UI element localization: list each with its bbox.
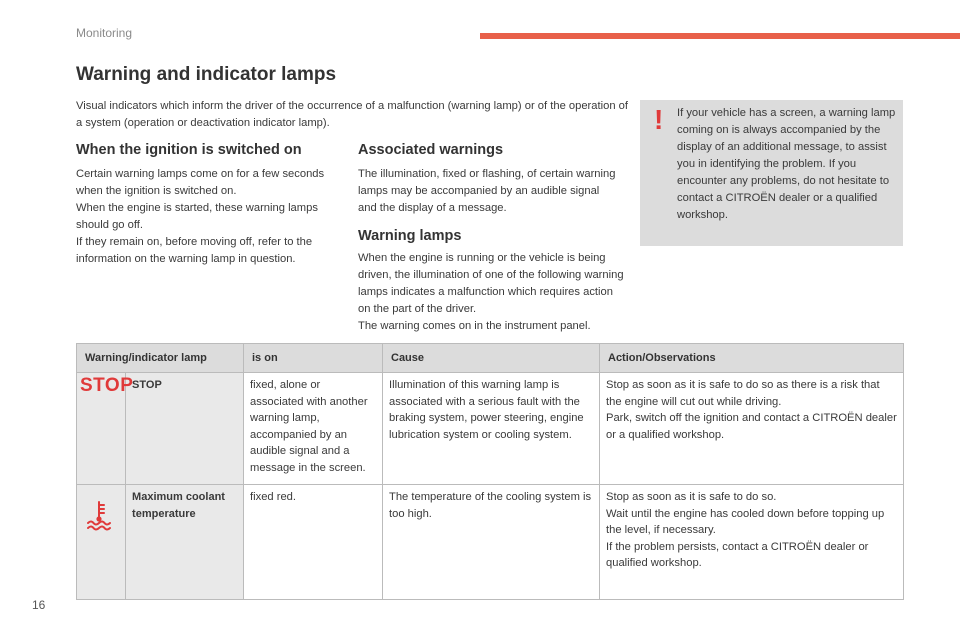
ignition-text xyxy=(76,166,344,268)
page-number: 16 xyxy=(32,598,46,612)
lamp-icon-cell xyxy=(77,485,126,600)
info-note-box xyxy=(640,100,903,246)
action-line: Park, switch off the ignition and contact a CITROËN dealer or a qualified workshop. xyxy=(606,412,897,441)
intro-paragraph: Visual indicators which inform the driver of the occurrence of a malfunction (warning lamp) or of the operation of a system (operation or deactivation indicator lamp). xyxy=(76,100,628,129)
coolant-temperature-icon xyxy=(85,499,113,533)
ignition-line: When the engine is started, these warning lamps should go off. xyxy=(76,202,318,231)
info-note-text: If your vehicle has a screen, a warning lamp coming on is always accompanied by the display of an additional message, to assist you in identifying the problem. If you encounter any problems, do not hesitate to contact a CITROËN dealer or a qualified workshop. xyxy=(677,107,896,221)
column-header-lamp: Warning/indicator lamp xyxy=(77,344,244,373)
table-row xyxy=(77,485,904,600)
action-line: Wait until the engine has cooled down before topping up the level, if necessary. xyxy=(606,507,885,536)
associated-warnings-heading: Associated warnings xyxy=(358,142,504,158)
stop-icon: STOP xyxy=(80,375,134,396)
lamp-is-on: fixed red. xyxy=(244,485,383,600)
column-header-cause: Cause xyxy=(383,344,600,373)
page-title: Warning and indicator lamps xyxy=(76,64,337,85)
action-line: If the problem persists, contact a CITROËN dealer or qualified workshop. xyxy=(606,540,869,569)
warning-lamps-line: When the engine is running or the vehicle is being driven, the illumination of one of the following warning lamps indicates a malfunction which requires action on the part of the driver. xyxy=(358,252,624,315)
header-accent-bar xyxy=(480,33,960,39)
action-line: Stop as soon as it is safe to do so as there is a risk that the engine will cut out while driving. xyxy=(606,379,880,408)
lamp-is-on: fixed, alone or associated with another warning lamp, accompanied by an audible signal and a message in the screen. xyxy=(244,373,383,485)
section-label: Monitoring xyxy=(76,26,133,40)
ignition-line: If they remain on, before moving off, refer to the information on the warning lamp in question. xyxy=(76,236,313,265)
lamp-icon-cell xyxy=(77,373,134,485)
lamp-action xyxy=(600,485,904,600)
warning-lamps-line: The warning comes on in the instrument panel. xyxy=(358,320,591,332)
exclamation-icon: ! xyxy=(654,104,664,135)
column-header-action: Action/Observations xyxy=(600,344,904,373)
ignition-heading: When the ignition is switched on xyxy=(76,142,302,158)
table-header-row xyxy=(77,344,904,373)
lamp-cause: The temperature of the cooling system is too high. xyxy=(383,485,600,600)
lamp-cause: Illumination of this warning lamp is associated with a serious fault with the braking system, power steering, engine lubrication system or cooling system. xyxy=(383,373,600,485)
table-row xyxy=(77,373,904,485)
warning-lamps-table xyxy=(76,343,904,600)
associated-warnings-text: The illumination, fixed or flashing, of certain warning lamps may be accompanied by an audible signal and the display of a message. xyxy=(358,168,616,214)
warning-lamps-heading: Warning lamps xyxy=(358,228,462,244)
lamp-name: STOP xyxy=(126,373,244,485)
ignition-line: Certain warning lamps come on for a few seconds when the ignition is switched on. xyxy=(76,168,325,197)
lamp-action xyxy=(600,373,904,485)
warning-lamps-text xyxy=(358,250,624,335)
action-line: Stop as soon as it is safe to do so. xyxy=(606,491,777,503)
lamp-name: Maximum coolant temperature xyxy=(126,485,244,600)
column-header-is-on: is on xyxy=(244,344,383,373)
